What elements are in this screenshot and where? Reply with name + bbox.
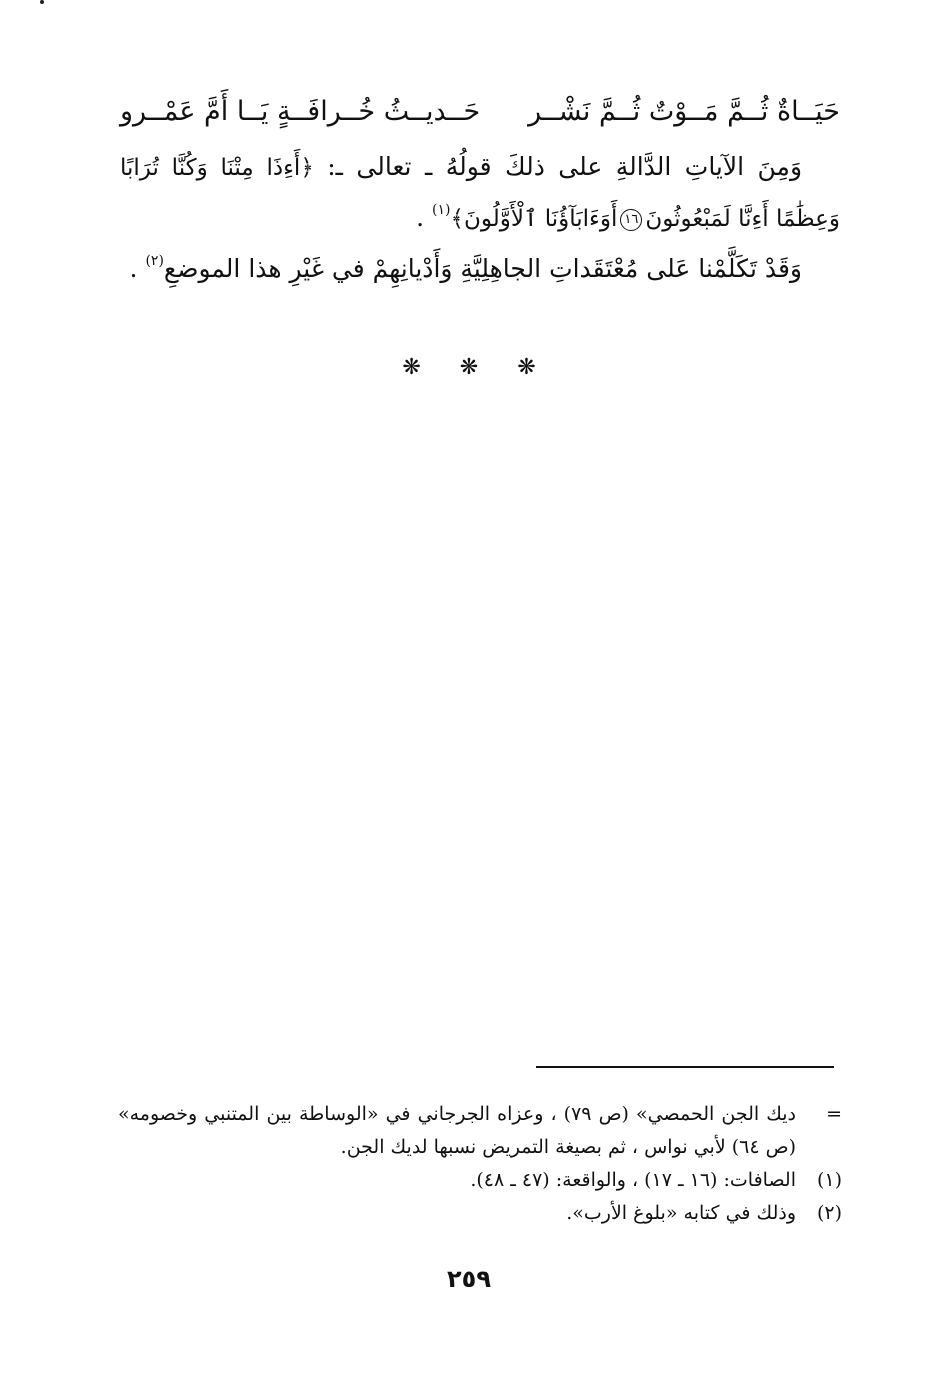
paragraph-beliefs [120,244,840,294]
separator-star-icon: ❋ [517,355,536,380]
quran-verse-part-2: أَوَءَابَآؤُنَا ٱلْأَوَّلُونَ [463,206,618,232]
separator-star-icon: ❋ [402,355,421,380]
footnote-ref-1[interactable]: (١) [431,202,451,218]
ayah-number-marker: ١٦ [620,209,642,231]
paragraph-2-end: . [129,254,138,283]
quran-open-bracket: ﴿ [300,155,314,181]
section-separator [0,355,938,380]
footnote-2 [118,1197,848,1230]
footnote-text: الصافات: (١٦ ـ ١٧) ، والواقعة: (٤٧ ـ ٤٨). [470,1169,796,1191]
footnote-continuation [118,1098,848,1164]
footnote-text: ديك الجن الحمصي» (ص ٧٩) ، وعزاه الجرجاني في «الوساطة بين المتنبي وخصومه» (ص ٦٤) لأبي نواس ، ثم بصيغة التمريض نسبها لديك الجن. [118,1103,796,1158]
paragraph-quran-citation [120,142,840,244]
footnotes [118,1098,848,1230]
footnote-ref-2[interactable]: (٢) [145,253,164,269]
quran-verse-part-1: أَءِذَا مِتْنَا وَكُنَّا تُرَابًا وَعِظَٰمًا أَءِنَّا لَمَبْعُوثُونَ [120,155,840,232]
paragraph-2-text: وَقَدْ تَكَلَّمْنا عَلى مُعْتَقَداتِ الجاهِلِيَّةِ وَأَدْيانِهِمْ في غَيْرِ هذا الموضعِ [163,254,802,283]
poetry-verse [120,82,840,142]
footnote-1 [118,1164,848,1197]
verse-second-hemistich: حَــديــثُ خُــرافَــةٍ يَــا أَمَّ عَمْــرو [120,96,481,127]
separator-star-icon: ❋ [459,355,479,380]
page-number: ٢٥٩ [447,1265,491,1293]
quran-close-bracket: ﴾ [450,206,464,232]
scan-dot [40,0,44,4]
footnote-text: وذلك في كتابه «بلوغ الأرب». [566,1202,796,1224]
paragraph-intro: وَمِنَ الآياتِ الدَّالةِ على ذلكَ قولُهُ ـ تعالى ـ: [327,152,803,181]
footnote-divider [536,1066,834,1068]
footnote-marker: = [826,1103,842,1125]
main-text [120,82,840,294]
paragraph-1-end: . [416,203,425,232]
verse-first-hemistich: حَيَــاةٌ ثُــمَّ مَــوْتٌ ثُــمَّ نَشْــر [528,96,840,127]
footnote-marker: (٢) [816,1202,842,1224]
footnote-marker: (١) [816,1169,842,1191]
